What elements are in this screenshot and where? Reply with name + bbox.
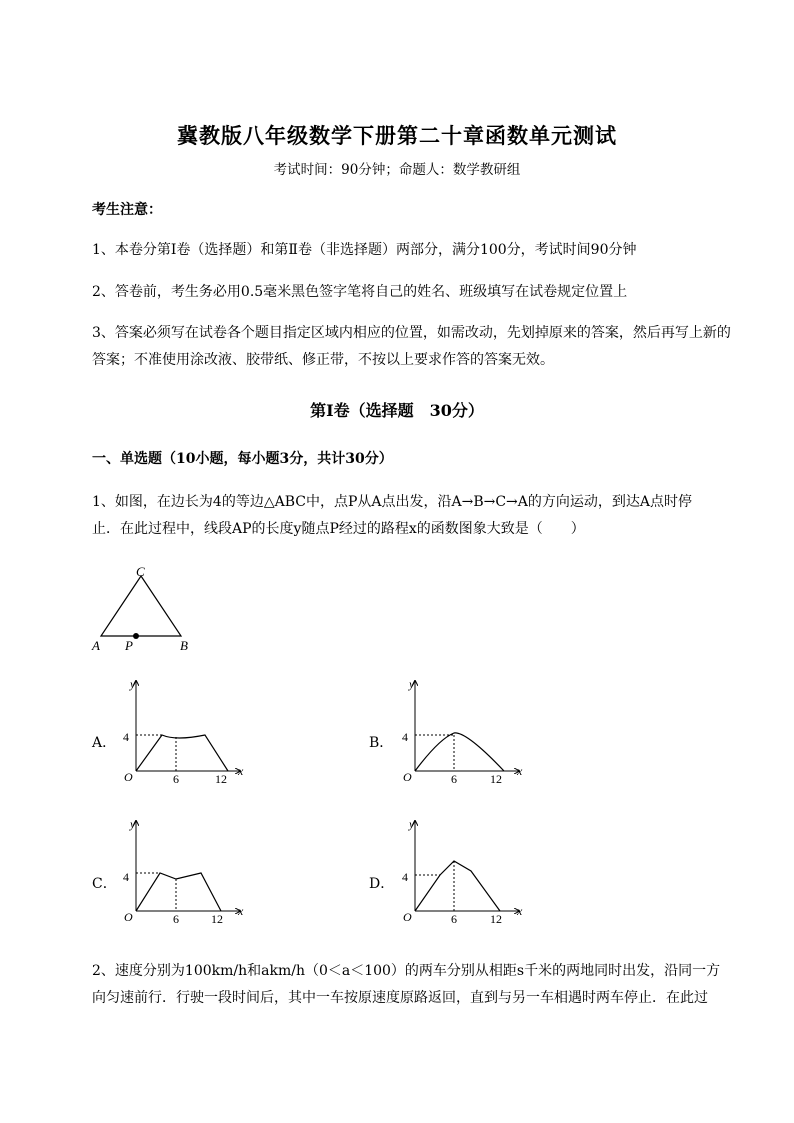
option-a-label[interactable]: A．: [92, 735, 117, 751]
option-b-label[interactable]: B．: [369, 735, 394, 751]
point-p: [133, 633, 139, 639]
tick-12: 12: [215, 772, 227, 785]
tick-4: 4: [123, 870, 129, 884]
triangle-abc: [101, 576, 181, 636]
q2-line-2: 向匀速前行．行驶一段时间后，其中一车按原速度原路返回，直到与另一车相遇时两车停止．在此过: [92, 990, 708, 1006]
curve: [415, 861, 500, 911]
page-title: 冀教版八年级数学下册第二十章函数单元测试: [177, 123, 617, 148]
notice-item-2: 2、答卷前，考生务必用0.5毫米黑色签字笔将自己的姓名、班级填写在试卷规定位置上: [92, 284, 628, 300]
origin-label: O: [124, 770, 133, 784]
vertex-a-label: A: [92, 638, 100, 653]
curve: [415, 733, 504, 771]
curve: [136, 735, 228, 771]
q1-line-2: 止．在此过程中，线段AP的长度y随点P经过的路程x的函数图象大致是（ ）: [92, 521, 585, 537]
curve: [136, 873, 221, 911]
notice-item-3: 3、答案必须写在试卷各个题目指定区域内相应的位置，如需改动，先划掉原来的答案，然后再写上新的答案；不准使用涂改液、胶带纸、修正带，不按以上要求作答的答案无效。: [92, 325, 731, 368]
option-d-label[interactable]: D．: [369, 876, 395, 892]
graph-option-c[interactable]: [115, 815, 255, 925]
tick-4: 4: [402, 730, 408, 744]
tick-4: 4: [123, 730, 129, 744]
vertex-c-label: C: [136, 564, 145, 579]
q2-line-1: 2、速度分别为100km/h和akm/h（0＜a＜100）的两车分别从相距s千米的两地同时出发，沿同一方: [92, 963, 721, 979]
x-label: x: [517, 764, 523, 778]
tick-12: 12: [490, 912, 502, 925]
exam-info: 考试时间：90分钟；命题人：数学教研组: [273, 162, 521, 178]
origin-label: O: [403, 910, 412, 924]
tick-6: 6: [451, 772, 457, 785]
tick-12: 12: [211, 912, 223, 925]
y-label: y: [130, 817, 136, 831]
notice-item-1: 1、本卷分第Ⅰ卷（选择题）和第Ⅱ卷（非选择题）两部分，满分100分，考试时间90分钟: [92, 242, 637, 258]
graph-option-d[interactable]: [394, 815, 534, 925]
origin-label: O: [403, 770, 412, 784]
x-label: x: [517, 904, 523, 918]
notice-heading: 考生注意：: [92, 202, 162, 218]
point-p-label: P: [125, 638, 133, 653]
part-heading: 一、单选题（10小题，每小题3分，共计30分）: [92, 451, 393, 467]
y-label: y: [409, 817, 415, 831]
vertex-b-label: B: [180, 638, 188, 653]
origin-label: O: [124, 910, 133, 924]
tick-6: 6: [451, 912, 457, 925]
y-label: y: [409, 677, 415, 691]
graph-option-a[interactable]: [115, 675, 255, 785]
graph-option-b[interactable]: [394, 675, 534, 785]
tick-6: 6: [173, 772, 179, 785]
y-label: y: [130, 677, 136, 691]
x-label: x: [238, 904, 244, 918]
triangle-figure: [88, 560, 198, 655]
tick-4: 4: [402, 870, 408, 884]
x-label: x: [238, 764, 244, 778]
option-c-label[interactable]: C．: [92, 876, 117, 892]
tick-12: 12: [490, 772, 502, 785]
section-title: 第Ⅰ卷（选择题 30分）: [310, 401, 484, 420]
q1-line-1: 1、如图，在边长为4的等边△ABC中，点P从A点出发，沿A→B→C→A的方向运动，到达A点时停: [92, 494, 693, 510]
tick-6: 6: [173, 912, 179, 925]
